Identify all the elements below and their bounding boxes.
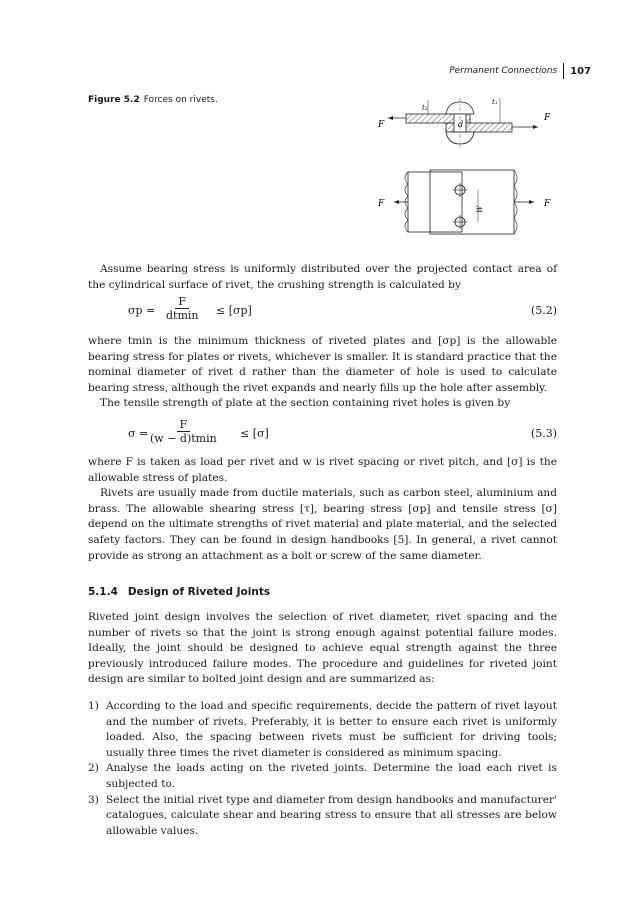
- eq52-number: (5.2): [530, 304, 557, 317]
- dim-t2-label: t₂: [422, 104, 428, 112]
- side-force-left-label: F: [378, 120, 385, 130]
- plan-left-plate: [408, 172, 462, 232]
- step-2-label: 2): [88, 762, 99, 775]
- eq52-denominator: dtmin: [166, 309, 199, 322]
- section-number: 5.1.4: [88, 586, 118, 598]
- equation-5-2: [88, 295, 557, 325]
- section-heading: [88, 586, 270, 598]
- rivet-forces-figure: [368, 90, 568, 250]
- list-item: [88, 699, 557, 761]
- body-paragraph-1: Assume bearing stress is uniformly distributed over the projected contact area of the cylindrical surface of rivet, the crushing strength is calculated by: [88, 263, 557, 291]
- figure-caption: [88, 95, 218, 105]
- running-title: Permanent Connections: [449, 66, 558, 76]
- running-header: [449, 63, 591, 79]
- step-2-text: Analyse the loads acting on the riveted joints. Determine the load each rivet is subjected to.: [106, 762, 557, 790]
- body-paragraph-4: where F is taken as load per rivet and w is rivet spacing or rivet pitch, and [σ] is the allowable stress of plates. Rivets are usually made from ductile materials, such as carbon steel, aluminium and brass. The allowable shearing stress [τ], bearing stress [σp] and tensile stress [σ] depend on the ultimate strengths of rivet material and plate material, and the selected safety factors. They can be found in design handbooks [5]. In general, a rivet cannot provide as strong an attachment as a bolt or screw of the same diameter.: [88, 455, 557, 564]
- plan-view: [377, 170, 551, 234]
- dim-d-label: d: [458, 120, 464, 129]
- figure-caption-text: Forces on rivets.: [143, 95, 218, 105]
- eq53-denominator: (w − d)tmin: [150, 432, 217, 445]
- eq53-rhs: ≤ [σ]: [240, 427, 269, 440]
- eq52-lhs: σp =: [128, 304, 156, 317]
- list-item: [88, 761, 557, 792]
- eq53-fraction: [150, 418, 217, 445]
- side-force-right-label: F: [544, 113, 551, 123]
- eq52-fraction: [166, 295, 199, 322]
- step-1-label: 1): [88, 700, 99, 712]
- section-title: Design of Riveted Joints: [127, 586, 271, 598]
- eq53-number: (5.3): [530, 427, 557, 440]
- eq52-rhs: ≤ [σp]: [216, 304, 252, 317]
- dim-w-label: W: [476, 205, 484, 213]
- side-view: [377, 98, 551, 148]
- eq52-numerator: F: [175, 295, 189, 309]
- steps-list: [88, 699, 557, 839]
- eq53-numerator: F: [177, 418, 191, 432]
- page-number: 107: [570, 65, 591, 77]
- header-divider: [563, 63, 564, 79]
- list-item: [88, 793, 557, 840]
- body-paragraph-2: where tmin is the minimum thickness of riveted plates and [σp] is the allowable bearing stress for plates or rivets, whichever is smaller. It is standard practice that the nominal diameter of rivet d rather than the diameter of hole is used to calculate bearing stress, although the rivet expands and nearly fills up the hole after assembly. The tensile strength of plate at the section containing rivet holes is given by: [88, 334, 557, 412]
- step-3-label: 3): [88, 793, 99, 806]
- dim-t1-label: t₁: [492, 98, 498, 106]
- equation-5-3: [88, 418, 557, 448]
- section-paragraph-1: Riveted joint design involves the selection of rivet diameter, rivet spacing and the number of rivets so that the joint is strong enough against potential failure modes. Ideally, the joint should be designed to achieve equal strength against the three previously introduced failure modes. The procedure and guidelines for riveted joint design are similar to bolted joint design and are summarized as:: [88, 611, 557, 686]
- body-paragraph-5: Rivets are usually made from ductile materials, such as carbon steel, aluminium and brass. The allowable shearing stress [τ], bearing stress [σp] and tensile stress [σ] depend on the ultimate strengths of rivet material and plate material, and the selected safety factors. They can be found in design handbooks [5]. In general, a rivet cannot provide as strong an attachment as a bolt or screw of the same diameter.: [88, 487, 557, 562]
- plan-force-left-label: F: [378, 199, 385, 209]
- plan-right-plate: [430, 170, 514, 234]
- step-1-text: According to the load and specific requirements, decide the pattern of rivet layout and the number of rivets. Preferably, it is better to ensure each rivet is uniformly loaded. Also, the spacing between rivets must be sufficient for driving tools; usually three times the rivet diameter is considered as minimum spacing.: [106, 700, 557, 759]
- plan-force-right-label: F: [544, 199, 551, 209]
- step-3-text: Select the initial rivet type and diameter from design handbooks and manufacturer' catalogues, calculate shear and bearing stress to ensure that all stresses are below allowable values.: [106, 793, 557, 837]
- figure-label: Figure 5.2: [88, 95, 140, 105]
- eq53-lhs: σ =: [128, 427, 149, 440]
- body-paragraph-3: The tensile strength of plate at the section containing rivet holes is given by: [100, 397, 511, 410]
